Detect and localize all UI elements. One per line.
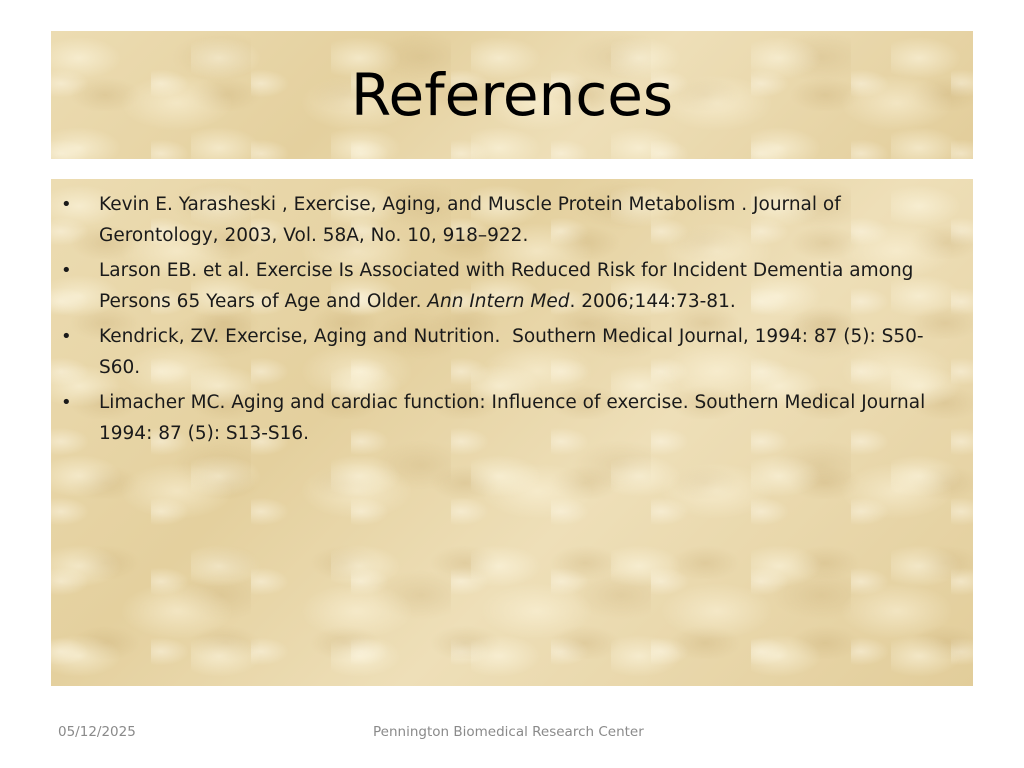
- title-panel: [51, 31, 973, 159]
- reference-item: [61, 321, 953, 383]
- reference-text: Larson EB. et al. Exercise Is Associated with Reduced Risk for Incident Dementia among Persons 65 Years of Age and Older.: [99, 260, 914, 312]
- reference-item: [61, 255, 953, 317]
- bullet-icon: •: [61, 326, 72, 347]
- journal-name: Ann Intern Med: [427, 291, 570, 312]
- content-panel: [51, 179, 973, 686]
- reference-list: [51, 179, 973, 449]
- footer-date: 05/12/2025: [58, 724, 136, 740]
- bullet-icon: •: [61, 392, 72, 413]
- reference-text: Limacher MC. Aging and cardiac function: Influence of exercise. Southern Medical Journal 1994: 87 (5): S13-S16.: [99, 392, 926, 444]
- slide-title: References: [350, 61, 674, 129]
- footer-organization: Pennington Biomedical Research Center: [373, 724, 644, 740]
- reference-item: [61, 387, 953, 449]
- bullet-icon: •: [61, 260, 72, 281]
- reference-text: Kevin E. Yarasheski , Exercise, Aging, and Muscle Protein Metabolism . Journal of Gerontology, 2003, Vol. 58A, No. 10, 918–922.: [99, 194, 841, 246]
- bullet-icon: •: [61, 194, 72, 215]
- reference-citation: . 2006;144:73-81.: [569, 291, 736, 312]
- reference-text: Kendrick, ZV. Exercise, Aging and Nutrition. Southern Medical Journal, 1994: 87 (5): S50-S60.: [99, 326, 924, 378]
- reference-item: [61, 189, 953, 251]
